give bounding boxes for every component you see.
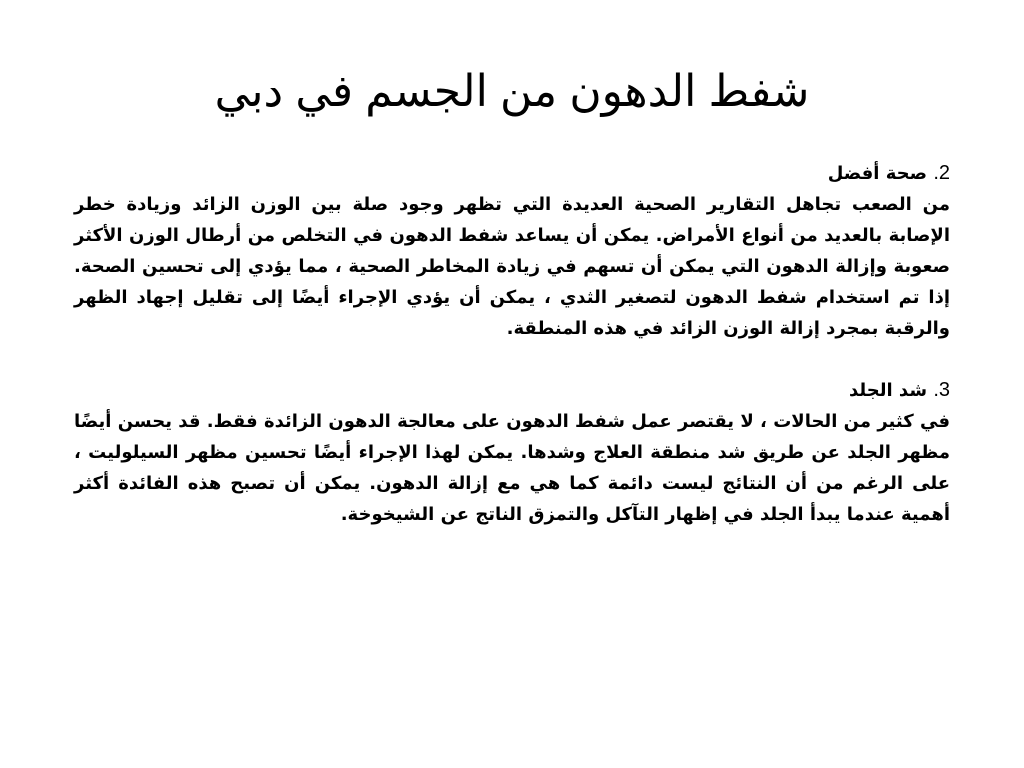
section-skin-tightening [74,375,950,530]
section-heading-text: صحة أفضل [827,163,928,184]
section-body: في كثير من الحالات ، لا يقتصر عمل شفط الدهون على معالجة الدهون الزائدة فقط. قد يحسن أيضًا مظهر الجلد عن طريق شد منطقة العلاج وشدها. يمكن لهذا الإجراء أيضًا تحسين مظهر السيلوليت ، على الرغم من أن النتائج ليست دائمة كما هي مع إزالة الدهون. يمكن أن تصبح هذه الفائدة أكثر أهمية عندما يبدأ الجلد في إظهار التآكل والتمزق الناتج عن الشيخوخة. [74,411,950,525]
section-number: 3. [933,379,950,401]
section-body: من الصعب تجاهل التقارير الصحية العديدة التي تظهر وجود صلة بين الوزن الزائد وزيادة خطر الإصابة بالعديد من أنواع الأمراض. يمكن أن يساعد شفط الدهون في التخلص من أرطال الوزن الأكثر صعوبة وإزالة الدهون التي يمكن أن تسهم في زيادة المخاطر الصحية ، مما يؤدي إلى تحسين الصحة. إذا تم استخدام شفط الدهون لتصغير الثدي ، يمكن أن يؤدي الإجراء أيضًا إلى تقليل إجهاد الظهر والرقبة بمجرد إزالة الوزن الزائد في هذه المنطقة. [74,194,950,339]
slide-title: شفط الدهون من الجسم في دبي [214,67,810,116]
section-better-health [74,158,950,344]
section-heading-text: شد الجلد [849,380,928,401]
slide-content [74,158,950,530]
section-heading [74,375,950,406]
section-number: 2. [933,162,950,184]
section-heading [74,158,950,189]
